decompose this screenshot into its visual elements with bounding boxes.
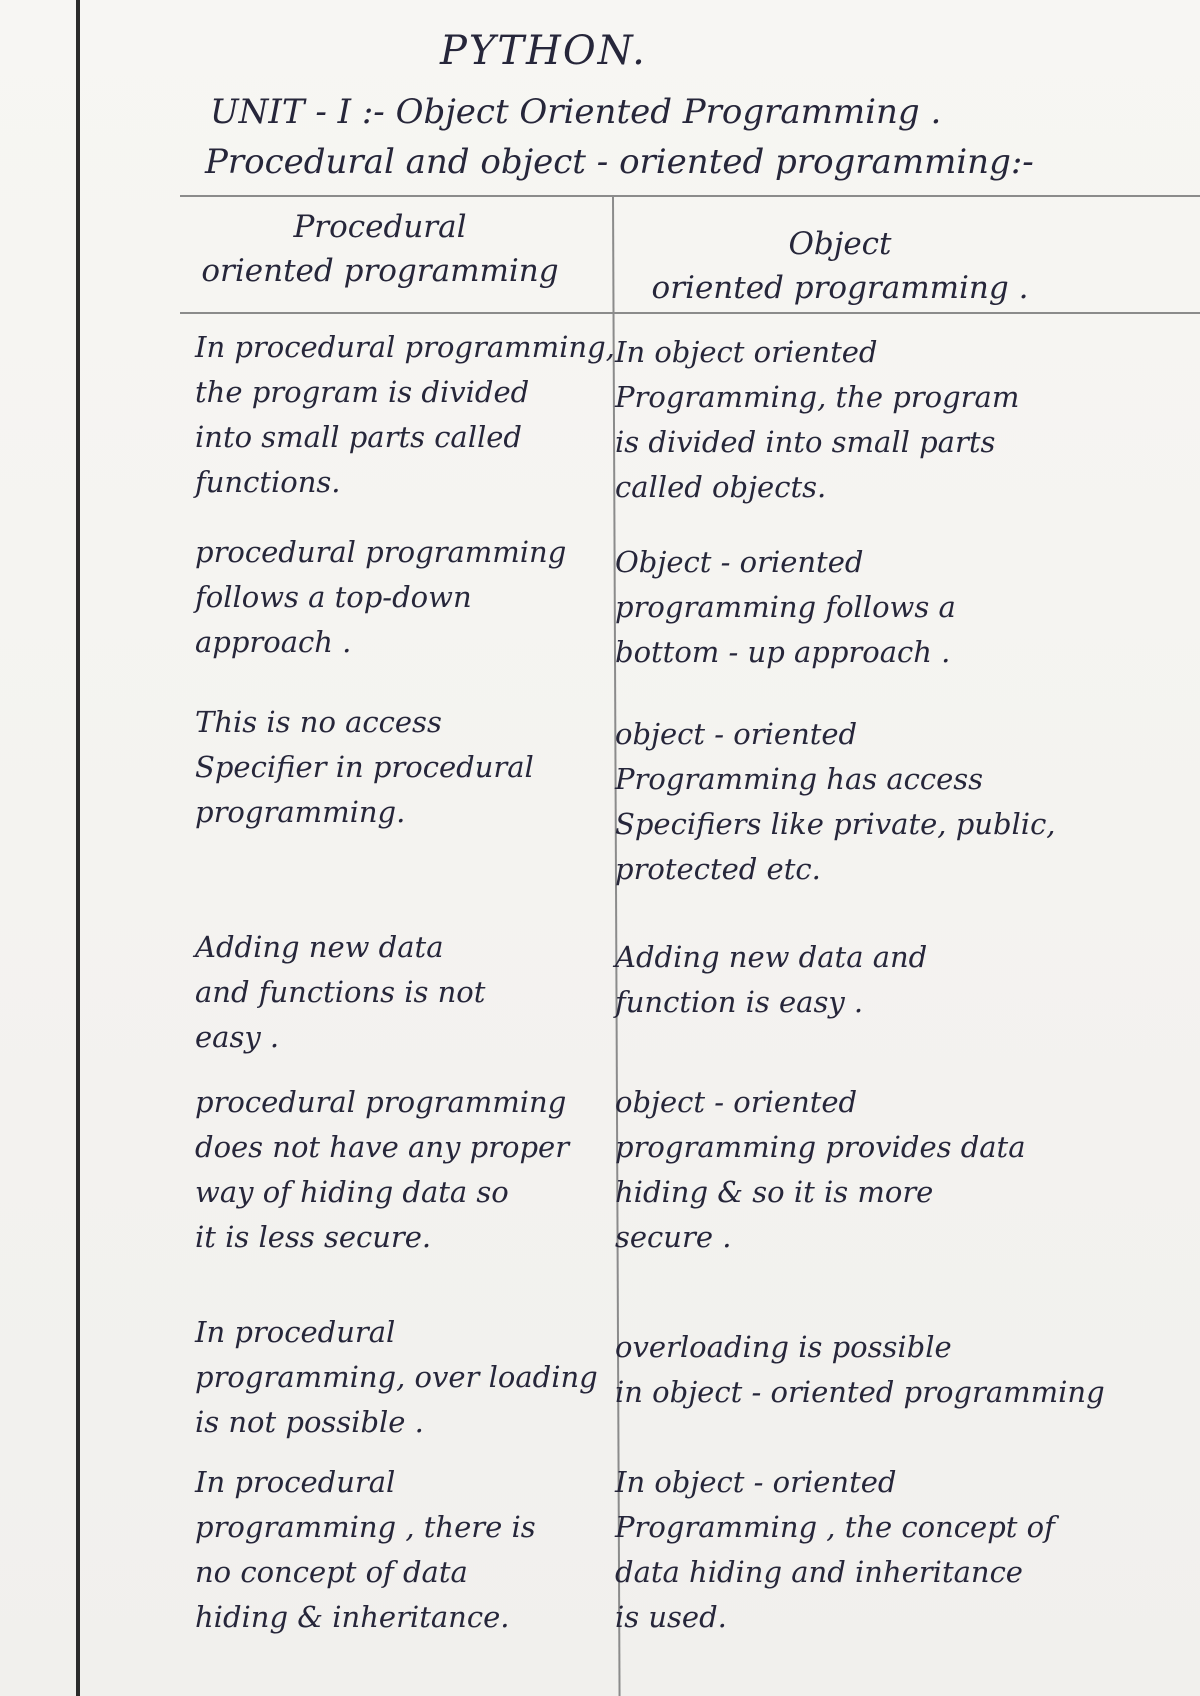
row-5-procedural: procedural programming does not have any proper way of hiding data so it is less secure. xyxy=(195,1085,570,1254)
row-6-object-oriented: overloading is possible in object - oriented programming xyxy=(615,1330,1105,1409)
table-header-rule xyxy=(180,312,1200,314)
row-2-procedural: procedural programming follows a top-down approach . xyxy=(195,535,567,659)
row-7-object-oriented: In object - oriented Programming , the concept of data hiding and inheritance is used. xyxy=(615,1465,1055,1634)
page-title: PYTHON. xyxy=(440,28,647,74)
page-margin-line xyxy=(76,0,80,1696)
row-3-object-oriented: object - oriented Programming has access Specifiers like private, public, protected etc. xyxy=(615,717,1056,886)
row-2-object-oriented: Object - oriented programming follows a bottom - up approach . xyxy=(615,545,956,669)
row-5-object-oriented: object - oriented programming provides data hiding & so it is more secure . xyxy=(615,1085,1026,1254)
row-6-procedural: In procedural programming, over loading is not possible . xyxy=(195,1315,598,1439)
row-1-procedural: In procedural programming, the program is divided into small parts called functions. xyxy=(195,330,615,499)
row-1-object-oriented: In object oriented Programming, the program is divided into small parts called objects. xyxy=(615,335,1020,504)
row-4-procedural: Adding new data and functions is not easy . xyxy=(195,930,486,1054)
section-heading: Procedural and object - oriented programming:- xyxy=(205,142,1034,182)
unit-heading: UNIT - I :- Object Oriented Programming . xyxy=(210,92,942,132)
row-3-procedural: This is no access Specifier in procedural programming. xyxy=(195,705,534,829)
row-4-object-oriented: Adding new data and function is easy . xyxy=(615,940,928,1019)
row-7-procedural: In procedural programming , there is no concept of data hiding & inheritance. xyxy=(195,1465,536,1634)
header-procedural: Procedural oriented programming xyxy=(201,209,559,289)
table-top-rule xyxy=(180,195,1200,197)
header-object-oriented: Object oriented programming . xyxy=(651,226,1029,306)
